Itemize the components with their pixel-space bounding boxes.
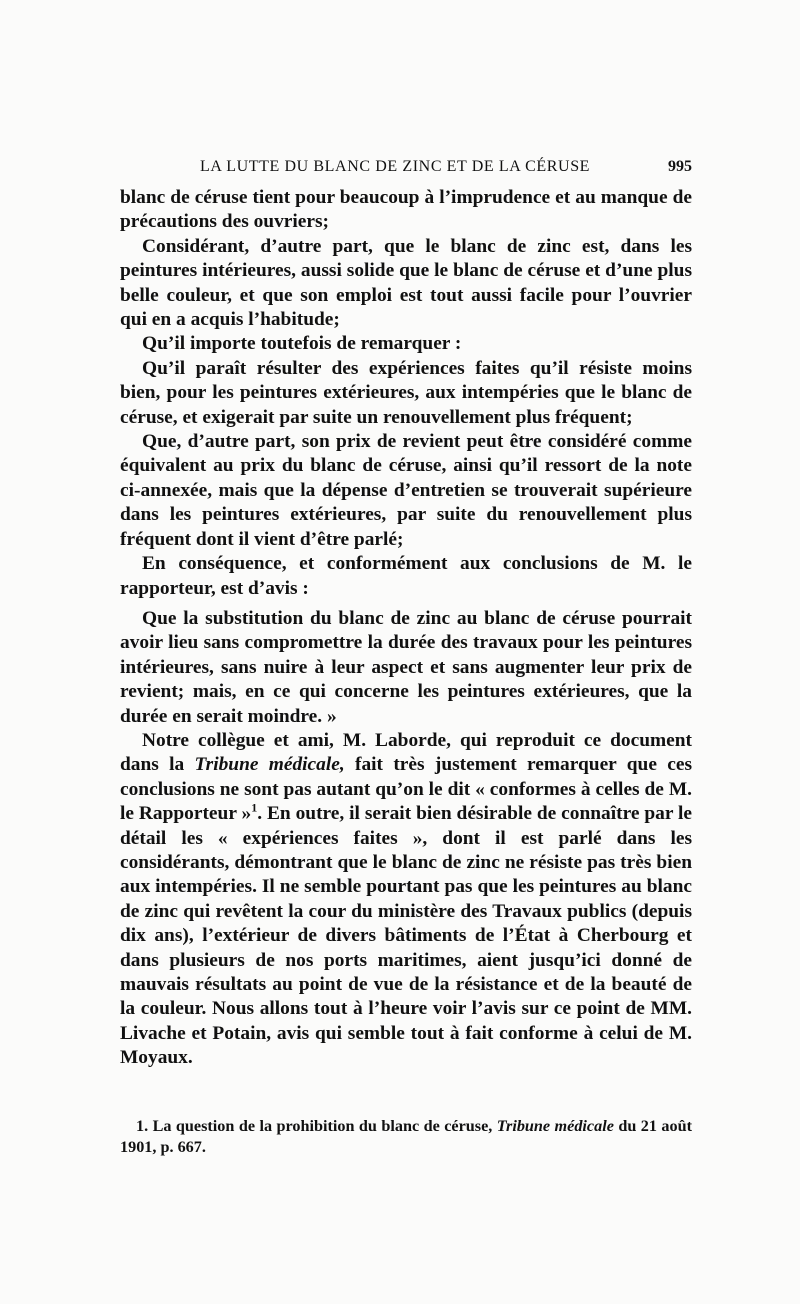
journal-title-italic: Tribune médicale,	[194, 754, 345, 776]
body-text	[120, 186, 692, 1071]
footnote-reference[interactable]: 1	[251, 800, 258, 815]
paragraph-1: blanc de céruse tient pour beaucoup à l’imprudence et au manque de précautions des ouvriers;	[120, 187, 692, 233]
paragraph-6: En conséquence, et conformément aux conclusions de M. le rapporteur, est d’avis :	[120, 553, 692, 599]
footnote-journal-italic: Tribune médicale	[496, 1117, 614, 1135]
paragraph-7: Que la substitution du blanc de zinc au blanc de céruse pourrait avoir lieu sans compromettre la durée des travaux pour les peintures intérieures, sans nuire à leur aspect et sans augmenter leur prix de revient; mais, en ce qui concerne les peintures extérieures, que la durée en serait moindre. »	[120, 607, 692, 727]
page-number: 995	[668, 158, 692, 175]
paragraph-8-text-b: fait très justement remarquer que ces conclusions ne sont pas autant qu’on le dit « conformes à celles de M. le Rapporteur »	[120, 754, 692, 825]
footnote-text-b: du 21 août 1901, p. 667.	[120, 1117, 692, 1156]
running-title: LA LUTTE DU BLANC DE ZINC ET DE LA CÉRUSE	[200, 158, 591, 175]
paragraph-4: Qu’il paraît résulter des expériences faites qu’il résiste moins bien, pour les peintures extérieures, aux intempéries que le blanc de céruse, et exigerait par suite un renouvellement plus fréquent;	[120, 357, 692, 428]
page-header	[120, 158, 692, 184]
paragraph-8	[120, 729, 692, 1071]
footnote	[120, 1116, 692, 1158]
paragraph-5: Que, d’autre part, son prix de revient peut être considéré comme équivalent au prix du blanc de céruse, ainsi qu’il ressort de la note ci-annexée, mais que la dépense d’entretien se trouverait supérieure dans les peintures extérieures, par suite du renouvellement plus fréquent dont il vient d’être parlé;	[120, 431, 692, 550]
paragraph-8-text-c: . En outre, il serait bien désirable de connaître par le détail les « expériences faites », dont il est parlé dans les considérants, démontrant que le blanc de zinc ne résiste pas très bien aux intempéries. Il ne semble pourtant pas que les peintures au blanc de zinc qui revêtent la cour du ministère des Travaux publics (depuis dix ans), l’extérieur de divers bâtiments de l’État à Cherbourg et dans plusieurs de nos ports maritimes, aient jusqu’ici donné de mauvais résultats au point de vue de la résistance et de la beauté de la couleur. Nous allons tout à l’heure voir l’avis sur ce point de MM. Livache et Potain, avis qui semble tout à fait conforme à celui de M. Moyaux.	[120, 803, 693, 1069]
paragraph-8-text-a: Notre collègue et ami, M. Laborde, qui reproduit ce document dans la	[120, 729, 692, 776]
footnote-text-a: 1. La question de la prohibition du blanc de céruse,	[136, 1117, 497, 1135]
paragraph-3: Qu’il importe toutefois de remarquer :	[142, 333, 462, 355]
paragraph-2: Considérant, d’autre part, que le blanc de zinc est, dans les peintures intérieures, aussi solide que le blanc de céruse et d’une plus belle couleur, et que son emploi est tout aussi facile pour l’ouvrier qui en a acquis l’habitude;	[120, 235, 692, 331]
